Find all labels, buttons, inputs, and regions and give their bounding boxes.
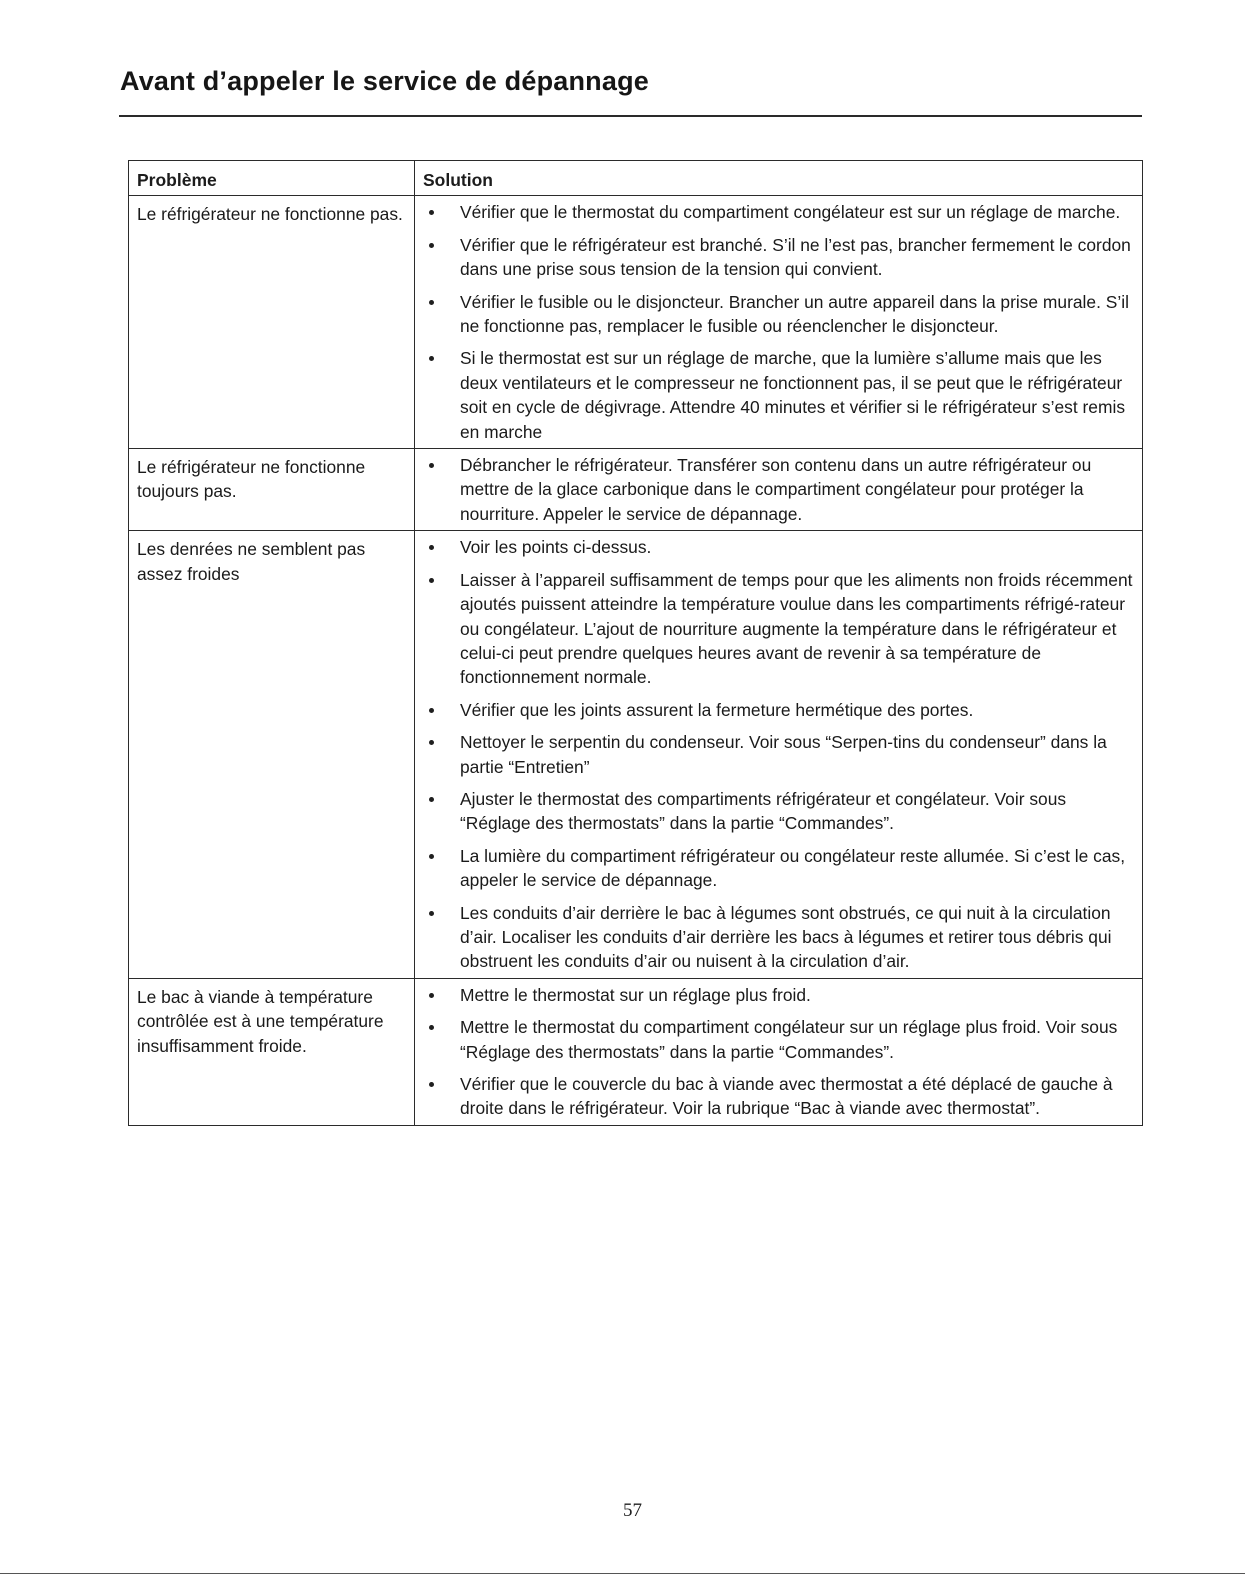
solution-text: Vérifier que le couvercle du bac à viande avec thermostat a été déplacé de gauche à droite dans le réfrigérateur. Voir la rubrique “Bac à viande avec thermostat”.	[460, 1074, 1113, 1119]
solution-list	[419, 983, 1136, 1121]
table-row	[129, 978, 1143, 1125]
solution-item	[419, 901, 1136, 974]
solution-item	[419, 290, 1136, 339]
bullet-icon	[429, 300, 434, 305]
problem-cell: Les denrées ne semblent pas assez froides	[129, 531, 415, 979]
solution-cell	[415, 196, 1143, 449]
bullet-icon	[429, 1025, 434, 1030]
page-title: Avant d’appeler le service de dépannage	[120, 66, 650, 96]
solution-column-header: Solution	[415, 161, 1143, 196]
solution-item	[419, 844, 1136, 893]
solution-text: Vérifier que le thermostat du compartiment congélateur est sur un réglage de marche.	[460, 202, 1121, 223]
solution-text: Les conduits d’air derrière le bac à légumes sont obstrués, ce qui nuit à la circulation d’air. Localiser les conduits d’air derrière les bacs à légumes et retirer tous débris qui obstruent les conduits d’air ou nuisent à la circulation d’air.	[460, 902, 1112, 972]
table-row	[129, 531, 1143, 979]
solution-cell	[415, 449, 1143, 531]
solution-item	[419, 983, 1136, 1007]
solution-item	[419, 1015, 1136, 1064]
problem-cell: Le réfrigérateur ne fonctionne pas.	[129, 196, 415, 449]
bullet-icon	[429, 797, 434, 802]
solution-text: Nettoyer le serpentin du condenseur. Voir sous “Serpen-tins du condenseur” dans la partie “Entretien”	[460, 732, 1107, 777]
solution-item	[419, 730, 1136, 779]
bullet-icon	[429, 578, 434, 583]
bullet-icon	[429, 545, 434, 550]
solution-item	[419, 346, 1136, 444]
solution-item	[419, 535, 1136, 559]
solution-item	[419, 698, 1136, 722]
bullet-icon	[429, 1082, 434, 1087]
solution-text: Si le thermostat est sur un réglage de marche, que la lumière s’allume mais que les deux ventilateurs et le compresseur ne fonctionnent pas, il se peut que le réfrigérateur soit en cycle de dégivrage. Attendre 40 minutes et vérifier si le réfrigérateur s’est remis en marche	[460, 348, 1126, 442]
solution-item	[419, 787, 1136, 836]
problem-cell: Le bac à viande à température contrôlée est à une température insuffisamment froide.	[129, 978, 415, 1125]
bullet-icon	[429, 356, 434, 361]
problem-cell: Le réfrigérateur ne fonctionne toujours pas.	[129, 449, 415, 531]
solution-text: Mettre le thermostat du compartiment congélateur sur un réglage plus froid. Voir sous “Réglage des thermostats” dans la partie “Commandes”.	[460, 1017, 1118, 1062]
solution-item	[419, 1072, 1136, 1121]
solution-text: La lumière du compartiment réfrigérateur ou congélateur reste allumée. Si c’est le cas, appeler le service de dépannage.	[460, 845, 1126, 891]
problem-column-header: Problème	[129, 161, 415, 196]
solution-text: Débrancher le réfrigérateur. Transférer son contenu dans un autre réfrigérateur ou mettre de la glace carbonique dans le compartiment congélateur pour protéger la nourriture. Appeler le service de dépannage.	[460, 455, 1092, 524]
solution-text: Vérifier que les joints assurent la fermeture hermétique des portes.	[460, 699, 974, 720]
table-row	[129, 196, 1143, 449]
solution-cell	[415, 978, 1143, 1125]
solution-text: Laisser à l’appareil suffisamment de temps pour que les aliments non froids récemment ajoutés puissent atteindre la température voulue dans les compartiments réfrigé-rateur ou congélateur. L’ajout de nourriture augmente la température dans le réfrigérateur et celui-ci peut prendre quelques heures avant de revenir à sa température de fonctionnement normale.	[460, 569, 1133, 688]
solution-item	[419, 233, 1136, 282]
solution-text: Vérifier que le réfrigérateur est branché. S’il ne l’est pas, brancher fermement le cordon dans une prise sous tension de la tension qui convient.	[460, 234, 1131, 280]
bullet-icon	[429, 911, 434, 916]
bottom-divider	[0, 1573, 1245, 1574]
solution-text: Voir les points ci-dessus.	[460, 537, 652, 558]
solution-list	[419, 535, 1136, 974]
title-divider	[119, 115, 1142, 117]
bullet-icon	[429, 210, 434, 215]
bullet-icon	[429, 243, 434, 248]
solution-cell	[415, 531, 1143, 979]
page-number: 57	[623, 1500, 642, 1521]
bullet-icon	[429, 993, 434, 998]
table-header-row	[129, 161, 1143, 196]
solution-item	[419, 568, 1136, 690]
bullet-icon	[429, 708, 434, 713]
troubleshooting-table	[128, 160, 1143, 1126]
solution-item	[419, 453, 1136, 526]
bullet-icon	[429, 854, 434, 859]
bullet-icon	[429, 740, 434, 745]
table-row	[129, 449, 1143, 531]
bullet-icon	[429, 463, 434, 468]
solution-list	[419, 200, 1136, 444]
solution-text: Ajuster le thermostat des compartiments réfrigérateur et congélateur. Voir sous “Réglage des thermostats” dans la partie “Commandes”.	[460, 788, 1067, 834]
solution-item	[419, 200, 1136, 224]
solution-list	[419, 453, 1136, 526]
solution-text: Vérifier le fusible ou le disjoncteur. Brancher un autre appareil dans la prise murale. S’il ne fonctionne pas, remplacer le fusible ou réenclencher le disjoncteur.	[460, 291, 1129, 337]
solution-text: Mettre le thermostat sur un réglage plus froid.	[460, 984, 811, 1005]
